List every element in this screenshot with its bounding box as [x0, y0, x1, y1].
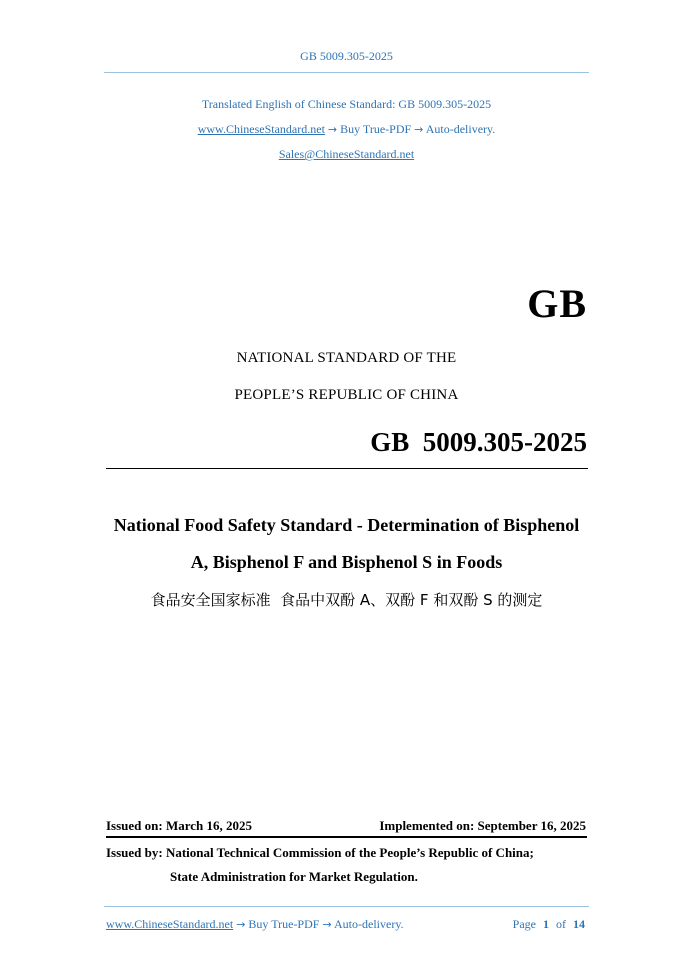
implemented-on: Implemented on: September 16, 2025 — [379, 818, 586, 833]
gb-logo-mark: GB — [527, 281, 587, 326]
footer-site-link[interactable]: www.ChineseStandard.net — [106, 917, 234, 931]
arrow-icon: → — [236, 918, 246, 931]
page-label: Page — [512, 917, 536, 931]
national-standard-line-2: PEOPLE’S REPUBLIC OF CHINA — [234, 387, 459, 403]
title-en-line-1: National Food Safety Standard - Determination of Bisphenol — [113, 515, 580, 535]
footer-auto-text: Auto-delivery. — [334, 917, 404, 931]
auto-delivery-text: Auto-delivery. — [425, 122, 496, 136]
banner-line-3 — [0, 147, 693, 162]
total-pages: 14 — [573, 917, 585, 931]
page-indicator — [513, 917, 585, 932]
footer-divider — [104, 906, 589, 907]
standard-number-rule — [106, 468, 588, 469]
sales-email-link[interactable]: Sales@ChineseStandard.net — [278, 147, 415, 161]
arrow-icon: → — [327, 123, 338, 136]
arrow-icon: → — [322, 918, 332, 931]
issued-on: Issued on: March 16, 2025 — [106, 818, 253, 833]
header-title: GB 5009.305-2025 — [300, 49, 393, 63]
site-link[interactable]: www.ChineseStandard.net — [197, 122, 325, 136]
standard-number: GB 5009.305-2025 — [370, 427, 587, 457]
header-divider — [104, 72, 589, 73]
footer-buy-text: Buy True-PDF — [248, 917, 320, 931]
issue-divider — [106, 836, 587, 838]
title-cn: 食品安全国家标准 食品中双酚 A、双酚 F 和双酚 S 的测定 — [150, 591, 543, 609]
banner-line-2 — [0, 122, 693, 137]
issued-by-line-2: State Administration for Market Regulation. — [170, 869, 418, 884]
page-number: 1 — [543, 917, 549, 931]
arrow-icon: → — [414, 123, 424, 136]
title-en-line-2: A, Bisphenol F and Bisphenol S in Foods — [190, 552, 503, 572]
issued-by-line-1: Issued by: National Technical Commission of the People’s Republic of China; — [106, 845, 534, 860]
banner-line-1: Translated English of Chinese Standard: GB 5009.305-2025 — [201, 97, 492, 111]
of-label: of — [556, 917, 566, 931]
national-standard-line-1: NATIONAL STANDARD OF THE — [236, 350, 457, 366]
footer-links — [106, 917, 404, 932]
buy-true-pdf-text: Buy True-PDF — [340, 122, 412, 136]
